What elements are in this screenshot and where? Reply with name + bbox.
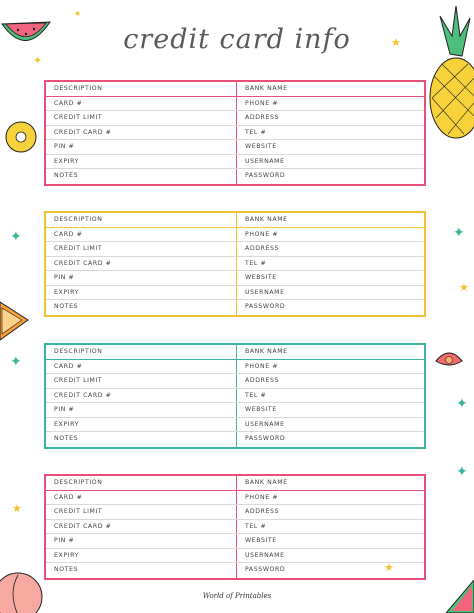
field-label-right[interactable]: WEBSITE [236,403,424,417]
field-label-left[interactable]: PIN # [54,274,75,282]
field-label-right[interactable]: PHONE # [236,228,424,242]
sparkle-icon: ✦ [456,396,468,412]
field-label-right[interactable]: USERNAME [236,418,424,432]
star-icon: ★ [459,281,469,294]
field-label-left[interactable]: PIN # [54,143,75,151]
field-label-right[interactable]: WEBSITE [236,140,424,154]
table-row [46,140,424,155]
field-label-left[interactable]: PIN # [54,537,75,545]
table-row [46,300,424,315]
table-row [46,389,424,404]
table-row [46,403,424,418]
table-row [46,491,424,506]
field-label-left[interactable]: NOTES [54,303,79,311]
field-label-right[interactable]: USERNAME [236,286,424,300]
star-icon: ★ [384,561,394,574]
peach-icon [0,563,46,613]
field-label-left[interactable]: NOTES [54,172,79,180]
field-label-right[interactable]: PHONE # [236,97,424,111]
table-row [46,271,424,286]
peach-icon [434,349,464,373]
card-header-row [46,82,424,97]
sparkle-icon: ✦ [10,229,22,245]
field-label-left[interactable]: DESCRIPTION [54,348,103,355]
field-label-right[interactable]: ADDRESS [236,374,424,388]
star-icon: ★ [74,9,82,18]
field-label-right[interactable]: BANK NAME [236,82,424,96]
field-label-right[interactable]: PASSWORD [236,300,424,315]
field-label-left[interactable]: EXPIRY [54,157,79,165]
table-row [46,97,424,112]
field-label-right[interactable]: PASSWORD [236,432,424,447]
field-label-right[interactable]: PASSWORD [236,563,424,578]
sparkle-icon: ✦ [453,225,465,241]
field-label-right[interactable]: ADDRESS [236,111,424,125]
field-label-left[interactable]: CREDIT CARD # [54,259,112,267]
field-label-left[interactable]: DESCRIPTION [54,85,103,92]
table-row [46,360,424,375]
field-label-left[interactable]: DESCRIPTION [54,216,103,223]
credit-card-form-1 [44,80,426,186]
field-label-right[interactable]: ADDRESS [236,242,424,256]
table-row [46,432,424,447]
field-label-right[interactable]: ADDRESS [236,505,424,519]
field-label-left[interactable]: CARD # [54,99,83,107]
field-label-right[interactable]: TEL # [236,389,424,403]
field-label-left[interactable]: EXPIRY [54,420,79,428]
field-label-right[interactable]: BANK NAME [236,476,424,490]
table-row [46,286,424,301]
field-label-left[interactable]: CREDIT CARD # [54,128,112,136]
card-header-row [46,345,424,360]
field-label-right[interactable]: PHONE # [236,491,424,505]
table-row [46,242,424,257]
field-label-right[interactable]: BANK NAME [236,345,424,359]
table-row [46,257,424,272]
field-label-right[interactable]: USERNAME [236,549,424,563]
credit-card-form-3 [44,343,426,449]
table-row [46,169,424,184]
credit-card-form-4 [44,474,426,580]
card-header-row [46,476,424,491]
table-row [46,111,424,126]
field-label-left[interactable]: DESCRIPTION [54,479,103,486]
field-label-left[interactable]: PIN # [54,406,75,414]
card-header-row [46,213,424,228]
table-row [46,155,424,170]
field-label-right[interactable]: USERNAME [236,155,424,169]
field-label-left[interactable]: CREDIT CARD # [54,391,112,399]
field-label-left[interactable]: CREDIT LIMIT [54,508,103,516]
field-label-left[interactable]: CARD # [54,230,83,238]
field-label-left[interactable]: CREDIT LIMIT [54,114,103,122]
sparkle-icon: ✦ [456,464,468,480]
sparkle-icon: ✦ [10,354,22,370]
field-label-left[interactable]: CREDIT CARD # [54,522,112,530]
table-row [46,505,424,520]
table-row [46,126,424,141]
footer-brand: World of Printables [202,592,272,600]
pineapple-ring-icon [4,120,38,154]
field-label-right[interactable]: PASSWORD [236,169,424,184]
table-row [46,418,424,433]
table-row [46,228,424,243]
field-label-right[interactable]: TEL # [236,257,424,271]
field-label-left[interactable]: EXPIRY [54,551,79,559]
field-label-right[interactable]: WEBSITE [236,534,424,548]
field-label-left[interactable]: CARD # [54,493,83,501]
table-row [46,549,424,564]
field-label-right[interactable]: PHONE # [236,360,424,374]
table-row [46,534,424,549]
field-label-left[interactable]: EXPIRY [54,288,79,296]
field-label-right[interactable]: TEL # [236,126,424,140]
field-label-right[interactable]: WEBSITE [236,271,424,285]
field-label-left[interactable]: NOTES [54,435,79,443]
field-label-right[interactable]: BANK NAME [236,213,424,227]
credit-card-form-2 [44,211,426,317]
field-label-left[interactable]: NOTES [54,566,79,574]
orange-slice-icon [0,298,32,342]
field-label-right[interactable]: TEL # [236,520,424,534]
field-label-left[interactable]: CREDIT LIMIT [54,245,103,253]
table-row [46,520,424,535]
sparkle-icon: ✦ [33,54,43,67]
star-icon: ★ [391,36,401,49]
table-row [46,374,424,389]
field-label-left[interactable]: CREDIT LIMIT [54,377,103,385]
field-label-left[interactable]: CARD # [54,362,83,370]
page-title: credit card info [123,24,351,55]
table-row [46,563,424,578]
star-icon: ★ [12,502,22,515]
